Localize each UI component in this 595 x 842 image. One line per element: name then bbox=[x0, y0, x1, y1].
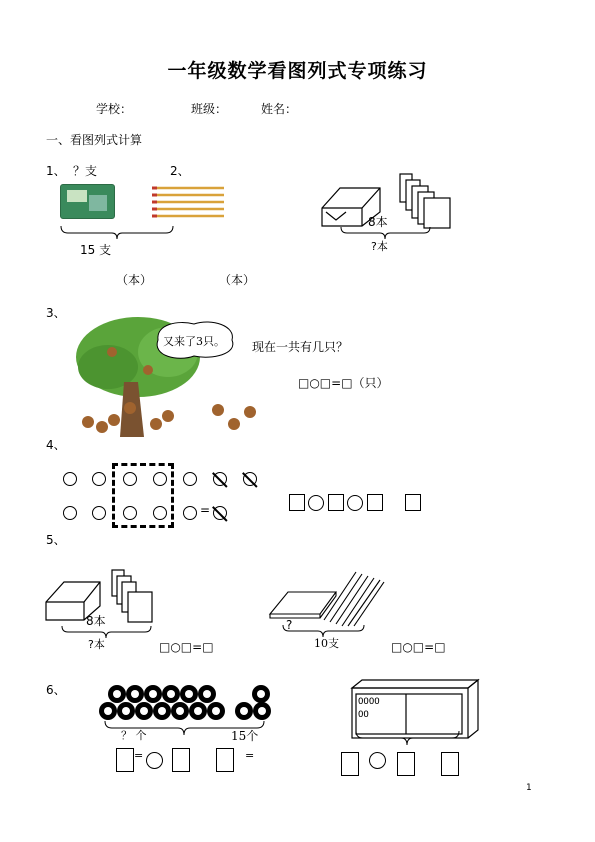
operator-circle[interactable] bbox=[369, 752, 386, 769]
q6-number: 6、 bbox=[46, 683, 66, 697]
answer-box[interactable] bbox=[397, 752, 415, 776]
name-label: 姓名： bbox=[261, 102, 298, 116]
q1-number: 1、 bbox=[46, 164, 66, 178]
answer-box[interactable] bbox=[328, 494, 344, 511]
page-number: 1 bbox=[526, 783, 532, 793]
q5-pencil-unknown: ? bbox=[286, 618, 293, 632]
answer-box[interactable] bbox=[172, 748, 190, 772]
flower bbox=[189, 702, 207, 720]
answer-box[interactable] bbox=[216, 748, 234, 772]
flower bbox=[135, 702, 153, 720]
circle bbox=[92, 506, 106, 520]
answer-box[interactable] bbox=[116, 748, 134, 772]
flower bbox=[117, 702, 135, 720]
class-label: 班级： bbox=[191, 102, 228, 116]
circle bbox=[92, 472, 106, 486]
circle bbox=[183, 506, 197, 520]
bubble-text: 又来了3只。 bbox=[163, 335, 225, 348]
q4-equals: = bbox=[200, 503, 211, 517]
circle bbox=[153, 472, 167, 486]
q6-equals-b: = bbox=[245, 749, 255, 762]
circle bbox=[123, 472, 137, 486]
q6-box-brace bbox=[355, 730, 461, 746]
flower bbox=[126, 685, 144, 703]
pencils-image bbox=[150, 184, 228, 220]
flower bbox=[153, 702, 171, 720]
box-row1: OOOO bbox=[358, 697, 380, 707]
q4-number: 4、 bbox=[46, 438, 66, 452]
circle bbox=[123, 506, 137, 520]
q2b-unknown: ?本 bbox=[371, 240, 388, 253]
q2-number: 2、 bbox=[170, 164, 190, 178]
operator-circle[interactable] bbox=[146, 752, 163, 769]
answer-box[interactable] bbox=[289, 494, 305, 511]
q2-answer-unit: （本） bbox=[219, 273, 256, 287]
pencil-box-image bbox=[60, 184, 115, 219]
flower bbox=[207, 702, 225, 720]
q1-total: 15 支 bbox=[80, 243, 112, 257]
circle bbox=[63, 506, 77, 520]
answer-box[interactable] bbox=[367, 494, 383, 511]
operator-circle[interactable] bbox=[308, 495, 324, 511]
q5-known: 8本 bbox=[86, 614, 106, 628]
q6-unknown: ？ 个 bbox=[121, 729, 147, 742]
box-row2: OO bbox=[358, 710, 369, 720]
pencil-tray-image bbox=[266, 568, 390, 628]
q5-brace bbox=[61, 625, 153, 639]
answer-box[interactable] bbox=[441, 752, 459, 776]
flower bbox=[253, 702, 271, 720]
circle bbox=[63, 472, 77, 486]
circle bbox=[153, 506, 167, 520]
q6-equals-a: = bbox=[134, 749, 144, 762]
q3-formula: □○□=□（只） bbox=[298, 376, 389, 390]
answer-box[interactable] bbox=[341, 752, 359, 776]
operator-circle[interactable] bbox=[347, 495, 363, 511]
flower bbox=[198, 685, 216, 703]
school-label: 学校： bbox=[96, 102, 133, 116]
answer-box[interactable] bbox=[405, 494, 421, 511]
q5-unknown: ?本 bbox=[88, 638, 105, 651]
q5-number: 5、 bbox=[46, 533, 66, 547]
flower bbox=[252, 685, 270, 703]
q1-question: ？支 bbox=[73, 164, 98, 178]
q5-pencil-total: 10支 bbox=[314, 637, 339, 650]
flower bbox=[99, 702, 117, 720]
section-heading: 一、看图列式计算 bbox=[46, 133, 143, 147]
q6-total: 15个 bbox=[231, 729, 259, 743]
flower bbox=[162, 685, 180, 703]
flower bbox=[235, 702, 253, 720]
circle bbox=[183, 472, 197, 486]
q2b-known: 8本 bbox=[368, 215, 388, 229]
q3-number: 3、 bbox=[46, 306, 66, 320]
flower bbox=[144, 685, 162, 703]
q1-brace bbox=[60, 224, 175, 240]
dashed-group-box bbox=[112, 463, 174, 528]
flower bbox=[171, 702, 189, 720]
q3-question: 现在一共有几只？ bbox=[252, 340, 349, 354]
page-title: 一年级数学看图列式专项练习 bbox=[167, 60, 428, 82]
q5-formula: □○□=□ bbox=[159, 640, 214, 654]
flower bbox=[108, 685, 126, 703]
q1-answer-unit: （本） bbox=[116, 273, 153, 287]
q5-formula2: □○□=□ bbox=[391, 640, 446, 654]
flower bbox=[180, 685, 198, 703]
